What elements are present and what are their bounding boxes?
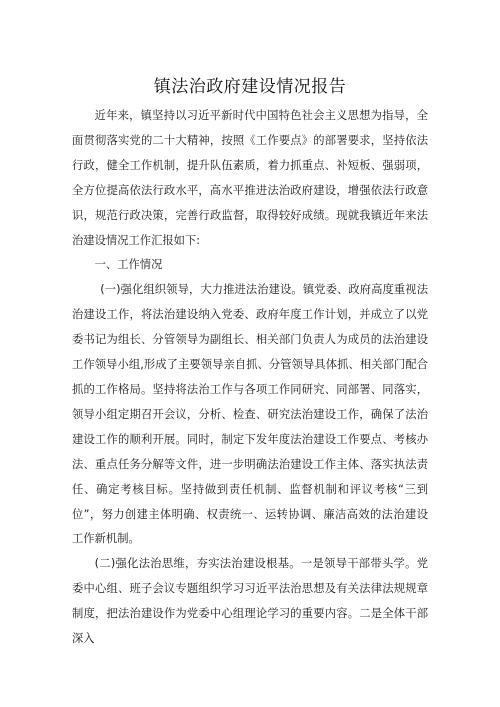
- paragraph-organization: (一)强化组织领导，大力推进法治建设。镇党委、政府高度重视法治建设工作，将法治建设纳入党委、政府年度工作计划，并成立了以党委书记为组长、分管领导为副组长、相关部门负责人为成员的法治建设工作领导小组,形成了主要领导亲自抓、分管领导具体抓、相关部门配合抓的工作格局。坚持将法治工作与各项工作同研究、同部署、同落实，领导小组定期召开会议，分析、检查、研究法治建设工作，确保了法治建设工作的顺利开展。同时，制定下发年度法治建设工作要点、考核办法、重点任务分解等文件，进一步明确法治建设工作主体、落实执法责任、确定考核目标。坚持做到责任机制、监督机制和评议考核“三到位”，努力创建主体明确、权责统一、运转协调、廉洁高效的法治建设工作新机制。: [72, 283, 428, 546]
- paragraph-legal-thinking: (二)强化法治思维，夯实法治建设根基。一是领导干部带头学。党委中心组、班子会议专题组织学习习近平法治思想及有关法律法规规章制度，把法治建设作为党委中心组理论学习的重要内容。二是全体干部深入: [72, 557, 428, 646]
- document-title: 镇法治政府建设情况报告: [153, 77, 347, 97]
- section-heading: 一、工作情况: [94, 258, 163, 272]
- document-body: [72, 104, 428, 652]
- intro-paragraph: 近年来，镇坚持以习近平新时代中国特色社会主义思想为指导，全面贯彻落实党的二十大精神，按照《工作要点》的部署要求，坚持依法行政，健全工作机制，提升队伍素质，着力抓重点、补短板、强弱项，全方位提高依法行政水平，高水平推进法治政府建设，增强依法行政意识，规范行政决策，完善行政监督，取得较好成绩。现就我镇近年来法治建设情况工作汇报如下:: [72, 109, 428, 247]
